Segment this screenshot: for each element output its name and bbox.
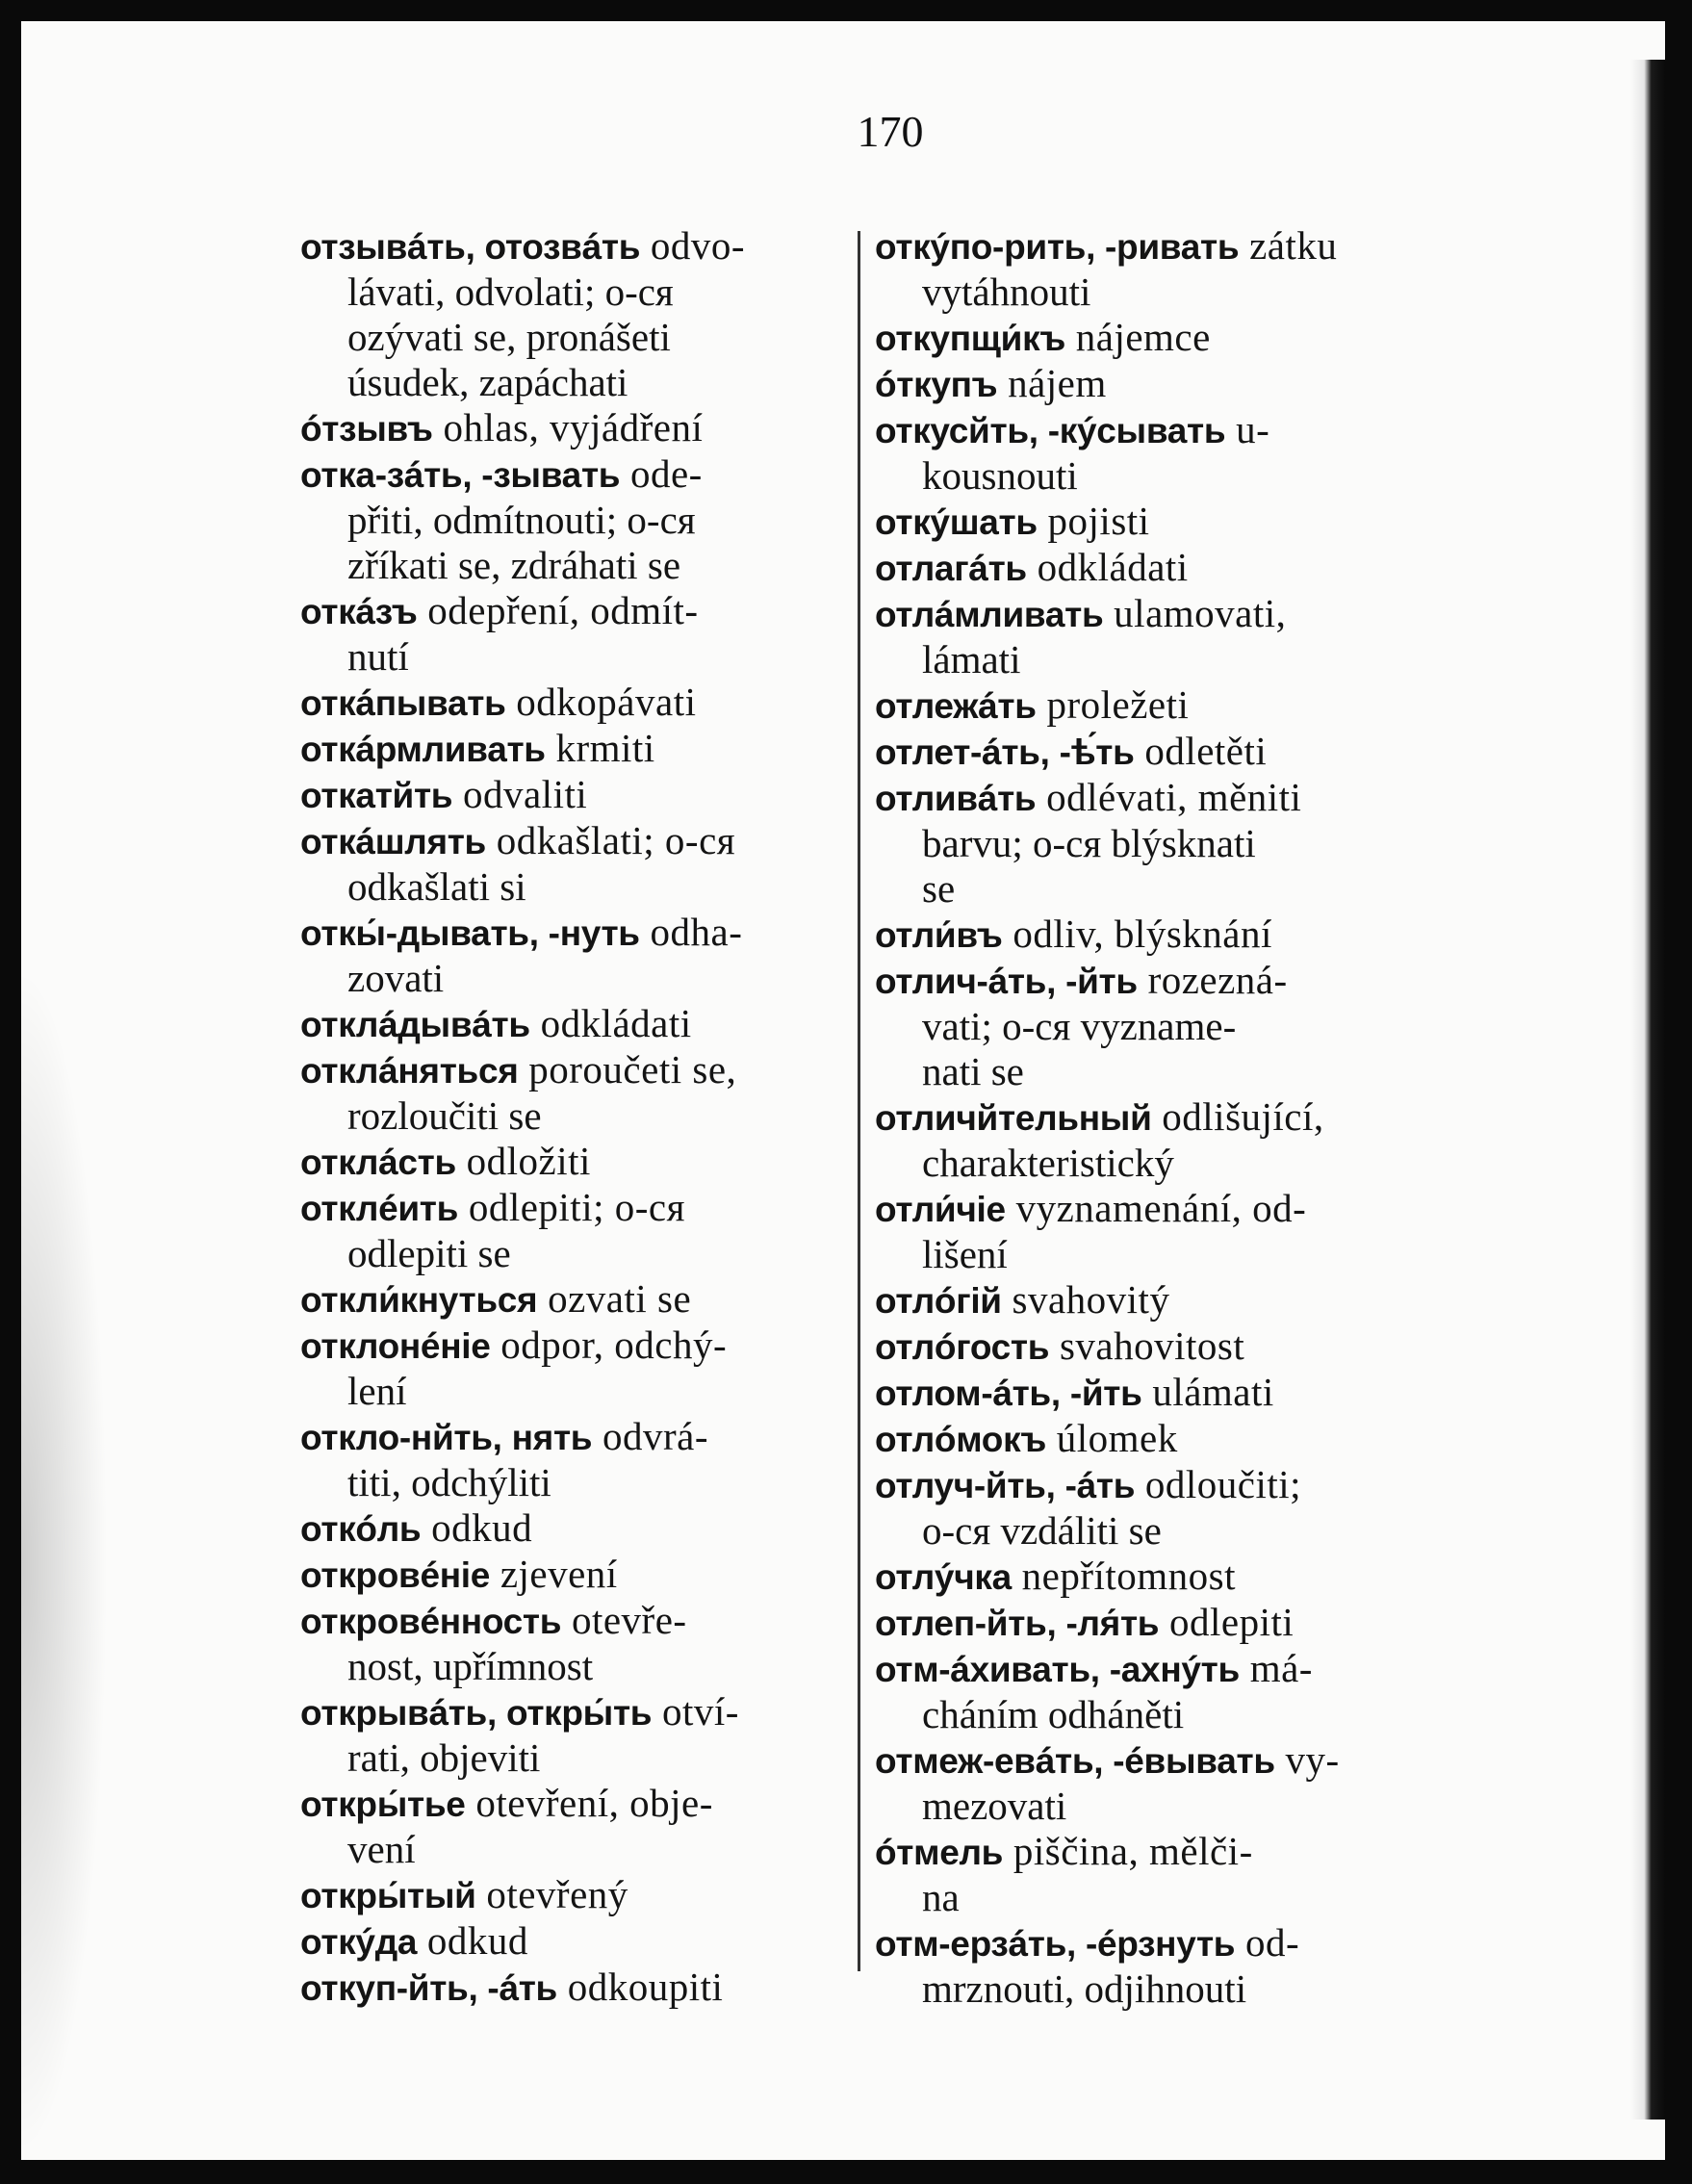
dictionary-entry	[300, 1781, 859, 1827]
entry-continuation: rozloučiti se	[347, 1093, 542, 1138]
dictionary-entry	[300, 1689, 859, 1735]
dictionary-entry	[875, 1737, 1452, 1784]
entry-headword: откры́тый	[300, 1876, 476, 1915]
entry-gloss: poroučeti se,	[518, 1047, 737, 1092]
entry-continuation: mrznouti, odjihnouti	[922, 1966, 1247, 2011]
entry-headword: откы́-дывать, -нуть	[300, 913, 640, 953]
entry-gloss: odletěti	[1134, 729, 1268, 773]
entry-gloss: vyznamenání, od-	[1005, 1186, 1307, 1230]
dictionary-entry	[875, 958, 1452, 1004]
entry-gloss: nájemce	[1065, 315, 1211, 359]
entry-gloss: odlepiti; o-ся	[458, 1185, 685, 1229]
entry-headword: отм-áхивать, -ахнýть	[875, 1650, 1240, 1689]
entry-continuation: nutí	[347, 634, 409, 679]
dictionary-page	[21, 21, 1665, 2160]
entry-headword: откýшать	[875, 502, 1038, 542]
entry-headword: открывáть, откры́ть	[300, 1693, 653, 1733]
dictionary-entry	[875, 1277, 1452, 1323]
dictionary-entry	[300, 1414, 859, 1460]
entry-headword: отклéить	[300, 1189, 459, 1228]
entry-gloss: odpor, odchý-	[490, 1323, 728, 1367]
entry-gloss: ode-	[620, 451, 703, 496]
entry-gloss: odepření, odmít-	[417, 588, 699, 632]
dictionary-entry	[875, 361, 1452, 407]
entry-continuation: úsudek, zapáchati	[347, 360, 628, 404]
entry-continuation: charakteristický	[922, 1141, 1174, 1185]
entry-headword: откры́тье	[300, 1785, 466, 1824]
dictionary-entry	[300, 1047, 859, 1093]
entry-gloss: odkládati	[529, 1001, 692, 1045]
dictionary-entry	[300, 1276, 859, 1323]
entry-headword: отклáняться	[300, 1051, 519, 1091]
entry-continuation: vytáhnouti	[922, 270, 1091, 314]
entry-headword: отливáть	[875, 779, 1037, 818]
entry-headword: отлóгость	[875, 1327, 1050, 1367]
entry-gloss: odvo-	[640, 223, 746, 268]
entry-gloss: svahovitost	[1049, 1323, 1245, 1368]
entry-headword: отлом-áть, -йть	[875, 1374, 1142, 1413]
entry-gloss: odkud	[421, 1505, 533, 1550]
entry-gloss: zjevení	[490, 1552, 618, 1596]
left-column	[300, 223, 859, 2011]
entry-gloss: odha-	[639, 910, 743, 954]
entry-gloss: vy-	[1274, 1737, 1340, 1782]
dictionary-entry	[875, 775, 1452, 821]
entry-gloss: otevřený	[475, 1872, 628, 1916]
entry-continuation: rati, objeviti	[347, 1735, 541, 1780]
entry-headword: отли́въ	[875, 915, 1003, 955]
dictionary-entry	[300, 1323, 859, 1369]
entry-headword: отлич-áть, -йть	[875, 962, 1138, 1001]
entry-continuation: mezovati	[922, 1784, 1067, 1828]
entry-gloss: odlepiti	[1159, 1600, 1295, 1644]
entry-headword: отлуч-йть, -áть	[875, 1466, 1136, 1505]
entry-headword: óткупъ	[875, 365, 998, 404]
entry-gloss: pojisti	[1037, 499, 1150, 543]
dictionary-entry	[300, 1965, 859, 2011]
dictionary-entry	[300, 1598, 859, 1644]
entry-headword: óтзывъ	[300, 409, 433, 449]
dictionary-entry	[300, 1505, 859, 1552]
dictionary-entry	[875, 1416, 1452, 1462]
entry-gloss: ulamovati,	[1103, 591, 1287, 635]
dictionary-entry	[875, 499, 1452, 545]
entry-continuation: se	[922, 866, 956, 911]
entry-gloss: od-	[1235, 1920, 1300, 1965]
dictionary-entry	[875, 729, 1452, 775]
dictionary-entry	[875, 912, 1452, 958]
dictionary-entry	[875, 315, 1452, 361]
entry-gloss: nepřítomnost	[1011, 1554, 1236, 1598]
entry-continuation: lámati	[922, 637, 1021, 681]
dictionary-entry	[300, 1185, 859, 1231]
entry-continuation: odlepiti se	[347, 1231, 511, 1275]
entry-continuation: vení	[347, 1827, 416, 1871]
entry-headword: откáрмливать	[300, 730, 546, 769]
entry-continuation: zovati	[347, 956, 445, 1000]
dictionary-entry	[875, 1646, 1452, 1692]
dictionary-entry	[300, 1552, 859, 1598]
dictionary-entry	[300, 451, 859, 498]
dictionary-entry	[300, 1001, 859, 1047]
entry-continuation: vati; o-ся vyzname-	[922, 1004, 1237, 1048]
entry-headword: отклáдывáть	[300, 1005, 530, 1044]
dictionary-entry	[300, 1872, 859, 1918]
entry-gloss: odložiti	[455, 1139, 591, 1183]
entry-headword: отлóмокъ	[875, 1420, 1046, 1459]
dictionary-entry	[875, 1600, 1452, 1646]
dictionary-entry	[875, 591, 1452, 637]
entry-continuation: zříkati se, zdráhati se	[347, 543, 681, 587]
entry-headword: откупщи́къ	[875, 319, 1065, 358]
dictionary-entry	[300, 1918, 859, 1965]
entry-headword: отмеж-евáть, -éвывать	[875, 1741, 1275, 1781]
entry-gloss: piščina, mělči-	[1003, 1829, 1253, 1873]
entry-headword: откa-зáть, -зывать	[300, 455, 621, 495]
dictionary-entry	[300, 910, 859, 956]
dictionary-entry	[300, 680, 859, 726]
entry-headword: откýпо-рить, -ривать	[875, 227, 1240, 267]
entry-gloss: otevření, obje-	[465, 1781, 713, 1825]
entry-continuation: cháním odháněti	[922, 1692, 1185, 1736]
dictionary-entry	[875, 407, 1452, 453]
dictionary-entry	[875, 223, 1452, 270]
entry-continuation: lišení	[922, 1232, 1008, 1276]
entry-gloss: odloučiti;	[1135, 1462, 1302, 1506]
entry-headword: откровéніе	[300, 1555, 491, 1595]
entry-gloss: nájem	[997, 361, 1107, 405]
dictionary-entry	[875, 1094, 1452, 1141]
dictionary-entry	[875, 1323, 1452, 1370]
entry-headword: откáшлять	[300, 822, 486, 861]
entry-continuation: o-ся vzdáliti se	[922, 1508, 1162, 1553]
dictionary-entry	[875, 545, 1452, 591]
entry-continuation: přiti, odmítnouti; o-ся	[347, 498, 696, 542]
entry-headword: отлýчка	[875, 1557, 1012, 1597]
dictionary-entry	[875, 1370, 1452, 1416]
entry-gloss: úlomek	[1046, 1416, 1178, 1460]
entry-headword: откусйть, -кýсывать	[875, 411, 1226, 450]
entry-headword: отлáмливать	[875, 595, 1104, 634]
entry-gloss: svahovitý	[1001, 1277, 1170, 1322]
entry-headword: отклáсть	[300, 1143, 456, 1182]
entry-gloss: odkud	[417, 1918, 528, 1963]
entry-gloss: má-	[1239, 1646, 1313, 1690]
entry-headword: откровéнность	[300, 1602, 562, 1641]
entry-continuation: lení	[347, 1369, 407, 1413]
entry-headword: откáпывать	[300, 683, 506, 723]
page-number: 170	[857, 107, 924, 156]
entry-gloss: u-	[1225, 407, 1270, 451]
dictionary-entry	[875, 1186, 1452, 1232]
entry-headword: отлóгій	[875, 1281, 1002, 1321]
dictionary-entry	[875, 1462, 1452, 1508]
entry-gloss: otví-	[652, 1689, 739, 1734]
entry-continuation: na	[922, 1875, 960, 1919]
entry-headword: óтмель	[875, 1833, 1004, 1872]
entry-headword: отличйтельный	[875, 1098, 1152, 1138]
entry-headword: отли́чіе	[875, 1190, 1006, 1229]
dictionary-entry	[300, 405, 859, 451]
entry-headword: отлежáть	[875, 686, 1037, 726]
entry-headword: откýда	[300, 1922, 418, 1962]
entry-gloss: ohlas, vyjádření	[432, 405, 704, 450]
entry-continuation: titi, odchýliti	[347, 1460, 551, 1504]
entry-gloss: odlévati, měniti	[1036, 775, 1302, 819]
entry-continuation: ozývati se, pronášeti	[347, 315, 671, 359]
entry-gloss: rozezná-	[1137, 958, 1288, 1002]
entry-headword: отзывáть, отозвáть	[300, 227, 641, 267]
dictionary-entry	[875, 1920, 1452, 1966]
entry-gloss: odkládati	[1026, 545, 1189, 589]
entry-headword: отлет-áть, -ѣ́ть	[875, 732, 1135, 772]
entry-gloss: otevře-	[561, 1598, 687, 1642]
entry-headword: откло-нйть, нять	[300, 1418, 593, 1457]
entry-gloss: odkašlati; o-ся	[486, 818, 736, 862]
entry-continuation: lávati, odvolati; o-ся	[347, 270, 674, 314]
entry-continuation: barvu; o-ся blýsknati	[922, 821, 1256, 865]
entry-gloss: proležeti	[1036, 682, 1190, 727]
entry-gloss: odlišující,	[1151, 1094, 1324, 1139]
entry-gloss: odkopávati	[505, 680, 697, 724]
entry-continuation: nati se	[922, 1049, 1024, 1093]
column-rule	[858, 231, 860, 1971]
dictionary-entry	[300, 726, 859, 772]
entry-headword: откáзъ	[300, 592, 418, 631]
entry-gloss: zátku	[1239, 223, 1338, 268]
dictionary-entry	[300, 818, 859, 864]
entry-gloss: odliv, blýsknání	[1002, 912, 1272, 956]
dictionary-entry	[300, 588, 859, 634]
dictionary-entry	[300, 1139, 859, 1185]
entry-gloss: ulámati	[1141, 1370, 1274, 1414]
entry-headword: откли́кнуться	[300, 1280, 538, 1320]
entry-headword: откуп-йть, -áть	[300, 1968, 558, 2008]
entry-headword: откóль	[300, 1509, 422, 1549]
entry-continuation: nost, upřímnost	[347, 1644, 594, 1688]
entry-gloss: krmiti	[545, 726, 655, 770]
scan-smudge	[21, 964, 108, 2158]
entry-continuation: kousnouti	[922, 453, 1078, 498]
entry-gloss: odkoupiti	[557, 1965, 724, 2009]
entry-gloss: odvaliti	[452, 772, 588, 816]
entry-gloss: odvrá-	[592, 1414, 708, 1458]
page-edge-shadow	[1630, 60, 1665, 2120]
entry-continuation: odkašlati si	[347, 864, 526, 909]
entry-headword: откатйть	[300, 776, 453, 815]
right-column	[875, 223, 1452, 2012]
entry-headword: отклонéніе	[300, 1326, 491, 1366]
entry-gloss: ozvati se	[537, 1276, 692, 1321]
dictionary-entry	[875, 1829, 1452, 1875]
dictionary-entry	[875, 682, 1452, 729]
dictionary-entry	[300, 223, 859, 270]
dictionary-entry	[875, 1554, 1452, 1600]
entry-headword: отлеп-йть, -ля́ть	[875, 1604, 1160, 1643]
entry-headword: отм-ерзáть, -éрзнуть	[875, 1924, 1236, 1964]
dictionary-entry	[300, 772, 859, 818]
entry-headword: отлагáть	[875, 549, 1027, 588]
